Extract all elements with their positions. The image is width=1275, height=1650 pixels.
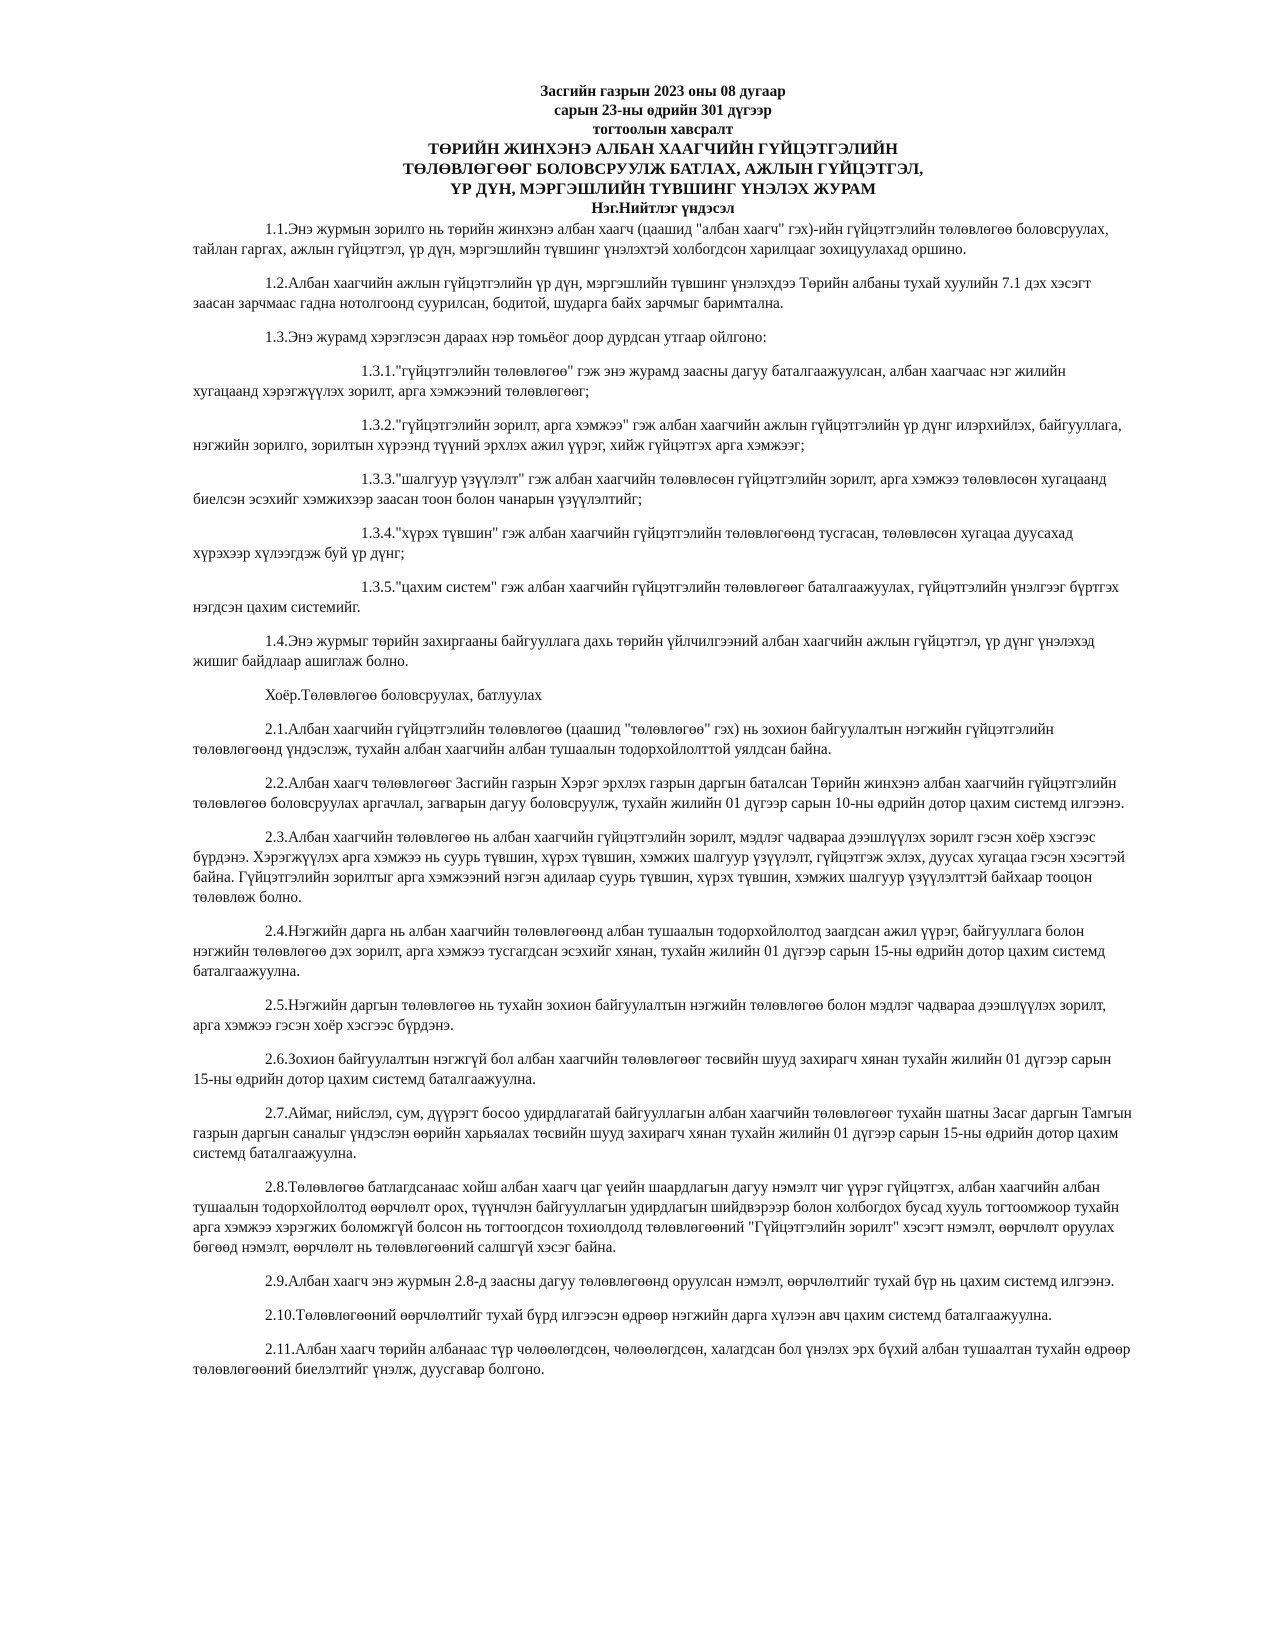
chapter-2-title: Хоёр.Төлөвлөгөө боловсруулах, батлуулах bbox=[265, 687, 543, 704]
chapter-1-title: Нэг.Нийтлэг үндэсэл bbox=[591, 200, 735, 217]
paragraph-2-11: 2.11.Албан хаагч төрийн албанаас түр чөлөөлөгдсөн, чөлөөлөгдсөн, халагдсан бол үнэлэх эрх бүхий албан тушаалтан тухайн өдрөөр төлөвлөгөөний биелэлтийг үнэлж, дуусгавар болгоно. bbox=[193, 1341, 1131, 1378]
paragraph-1-3-5: 1.3.5."цахим систем" гэж албан хаагчийн гүйцэтгэлийн төлөвлөгөөг баталгаажуулах, гүйцэтгэлийн үнэлгээг бүртгэх нэгдсэн цахим системийг. bbox=[193, 579, 1120, 616]
paragraph-1-3-1: 1.3.1."гүйцэтгэлийн төлөвлөгөө" гэж энэ журамд заасны дагуу баталгаажуулсан, албан хаагчаас нэг жилийн хугацаанд хэрэгжүүлэх зорилт, арга хэмжээний төлөвлөгөөг; bbox=[193, 363, 1066, 400]
paragraph-2-1: 2.1.Албан хаагчийн гүйцэтгэлийн төлөвлөгөө (цаашид "төлөвлөгөө" гэх) нь зохион байгуулалтын нэгжийн гүйцэтгэлийн төлөвлөгөөнд үндэслэж, тухайн албан хаагчийн албан тушаалын тодорхойлолттой уялдсан байна. bbox=[193, 721, 1054, 758]
document-title-line-2: ТӨЛӨВЛӨГӨӨГ БОЛОВСРУУЛЖ БАТЛАХ, АЖЛЫН ГҮЙЦЭТГЭЛ, bbox=[402, 159, 924, 178]
paragraph-1-4: 1.4.Энэ журмыг төрийн захиргааны байгууллага дахь төрийн үйлчилгээний албан хаагчийн ажлын гүйцэтгэл, үр дүнг үнэлэхэд жишиг байдлаар ашиглаж болно. bbox=[193, 633, 1095, 670]
paragraph-2-8: 2.8.Төлөвлөгөө батлагдсанаас хойш албан хаагч цаг үеийн шаардлагын дагуу нэмэлт чиг үүрэг гүйцэтгэх, албан хаагчийн албан тушаалын тодорхойлолтод өөрчлөлт орох, түүнчлэн байгууллагын удирдлагын шийдвэрээр болон холбогдох бусад хууль тогтоомжоор тухайн арга хэмжээ хэрэгжих боломжгүй болсон нь тогтоогдсон тохиолдолд төлөвлөгөөний "Гүйцэтгэлийн зорилт" хэсэгт нэмэлт, өөрчлөлт оруулах бөгөөд нэмэлт, өөрчлөлт нь төлөвлөгөөний салшгүй хэсэг байна. bbox=[193, 1179, 1120, 1256]
paragraph-2-6: 2.6.Зохион байгуулалтын нэгжгүй бол албан хаагчийн төлөвлөгөөг төсвийн шууд захирагч хянан тухайн жилийн 01 дүгээр сарын 15-ны өдрийн дотор цахим системд баталгаажуулна. bbox=[193, 1051, 1112, 1088]
paragraph-2-9: 2.9.Албан хаагч энэ журмын 2.8-д заасны дагуу төлөвлөгөөнд оруулсан нэмэлт, өөрчлөлтийг тухай бүр нь цахим системд илгээнэ. bbox=[265, 1273, 1115, 1290]
paragraph-1-3: 1.3.Энэ журамд хэрэглэсэн дараах нэр томьёог доор дурдсан утгаар ойлгоно: bbox=[265, 329, 767, 346]
document-page bbox=[193, 82, 1133, 1394]
paragraph-1-3-2: 1.3.2."гүйцэтгэлийн зорилт, арга хэмжээ" гэж албан хаагчийн ажлын гүйцэтгэлийн үр дүнг илэрхийлэх, байгууллага, нэгжийн зорилго, зорилтын хүрээнд түүний эрхлэх ажил үүрэг, хийж гүйцэтгэх арга хэмжээг; bbox=[193, 417, 1122, 454]
paragraph-1-2: 1.2.Албан хаагчийн ажлын гүйцэтгэлийн үр дүн, мэргэшлийн түвшинг үнэлэхдээ Төрийн албаны тухай хуулийн 7.1 дэх хэсэгт заасан зарчмаас гадна нотолгоонд суурилсан, бодитой, шударга байх зарчмыг баримтална. bbox=[193, 275, 1091, 312]
resolution-reference-line-2: сарын 23-ны өдрийн 301 дүгээр bbox=[554, 102, 772, 119]
resolution-reference-line-3: тогтоолын хавсралт bbox=[592, 121, 734, 138]
paragraph-2-3: 2.3.Албан хаагчийн төлөвлөгөө нь албан хаагчийн гүйцэтгэлийн зорилт, мэдлэг чадвараа дээшлүүлэх зорилт гэсэн хоёр хэсгээс бүрдэнэ. Хэрэгжүүлэх арга хэмжээ нь суурь түвшин, хүрэх түвшин, хэмжих шалгуур үзүүлэлт, гүйцэтгэж эхлэх, дуусах хугацаа гэсэн хэсэгтэй байна. Гүйцэтгэлийн зорилтыг арга хэмжээний нэгэн адилаар суурь түвшин, хүрэх түвшин, хэмжих шалгуур үзүүлэлттэй байхаар тооцон төлөвлөж болно. bbox=[193, 829, 1125, 906]
document-title-line-3: ҮР ДҮН, МЭРГЭШЛИЙН ТҮВШИНГ ҮНЭЛЭХ ЖУРАМ bbox=[450, 179, 876, 198]
paragraph-2-2: 2.2.Албан хаагч төлөвлөгөөг Засгийн газрын Хэрэг эрхлэх газрын даргын баталсан Төрийн жинхэнэ албан хаагчийн гүйцэтгэлийн төлөвлөгөө боловсруулах аргачлал, загварын дагуу боловсруулж, тухайн жилийн 01 дүгээр сарын 10-ны өдрийн дотор цахим системд илгээнэ. bbox=[193, 775, 1125, 812]
document-title-line-1: ТӨРИЙН ЖИНХЭНЭ АЛБАН ХААГЧИЙН ГҮЙЦЭТГЭЛИЙН bbox=[428, 139, 898, 158]
paragraph-2-10: 2.10.Төлөвлөгөөний өөрчлөлтийг тухай бүрд илгээсэн өдрөөр нэгжийн дарга хүлээн авч цахим системд баталгаажуулна. bbox=[265, 1307, 1052, 1324]
paragraph-2-4: 2.4.Нэгжийн дарга нь албан хаагчийн төлөвлөгөөнд албан тушаалын тодорхойлолтод заагдсан ажил үүрэг, байгууллага болон нэгжийн төлөвлөгөө дэх зорилт, арга хэмжээ тусгагдсан эсэхийг хянан, тухайн жилийн 01 дүгээр сарын 15-ны өдрийн дотор цахим системд баталгаажуулна. bbox=[193, 923, 1106, 980]
paragraph-1-3-3: 1.3.3."шалгуур үзүүлэлт" гэж албан хаагчийн төлөвлөсөн гүйцэтгэлийн зорилт, арга хэмжээ төлөвлөсөн хугацаанд биелсэн эсэхийг хэмжихээр заасан тоон болон чанарын үзүүлэлтийг; bbox=[193, 471, 1107, 508]
paragraph-1-1: 1.1.Энэ журмын зорилго нь төрийн жинхэнэ албан хаагч (цаашид "албан хаагч" гэх)-ийн гүйцэтгэлийн төлөвлөгөө боловсруулах, тайлан гаргах, ажлын гүйцэтгэл, үр дүн, мэргэшлийн түвшинг үнэлэхтэй холбогдсон харилцааг зохицуулахад оршино. bbox=[193, 221, 1109, 258]
paragraph-1-3-4: 1.3.4."хүрэх түвшин" гэж албан хаагчийн гүйцэтгэлийн төлөвлөгөөнд тусгасан, төлөвлөсөн хугацаа дуусахад хүрэхээр хүлээгдэж буй үр дүнг; bbox=[193, 525, 1073, 562]
paragraph-2-7: 2.7.Аймаг, нийслэл, сум, дүүрэгт босоо удирдлагатай байгууллагын албан хаагчийн төлөвлөгөөг тухайн шатны Засаг даргын Тамгын газрын даргын саналыг үндэслэн өөрийн харьяалах төсвийн шууд захирагч хянан тухайн жилийн 01 дүгээр сарын 15-ны өдрийн дотор цахим системд баталгаажуулна. bbox=[193, 1105, 1132, 1162]
resolution-reference-line-1: Засгийн газрын 2023 оны 08 дугаар bbox=[540, 83, 786, 100]
paragraph-2-5: 2.5.Нэгжийн даргын төлөвлөгөө нь тухайн зохион байгуулалтын нэгжийн төлөвлөгөө болон мэдлэг чадвараа дээшлүүлэх зорилт, арга хэмжээ гэсэн хоёр хэсгээс бүрдэнэ. bbox=[193, 997, 1107, 1034]
